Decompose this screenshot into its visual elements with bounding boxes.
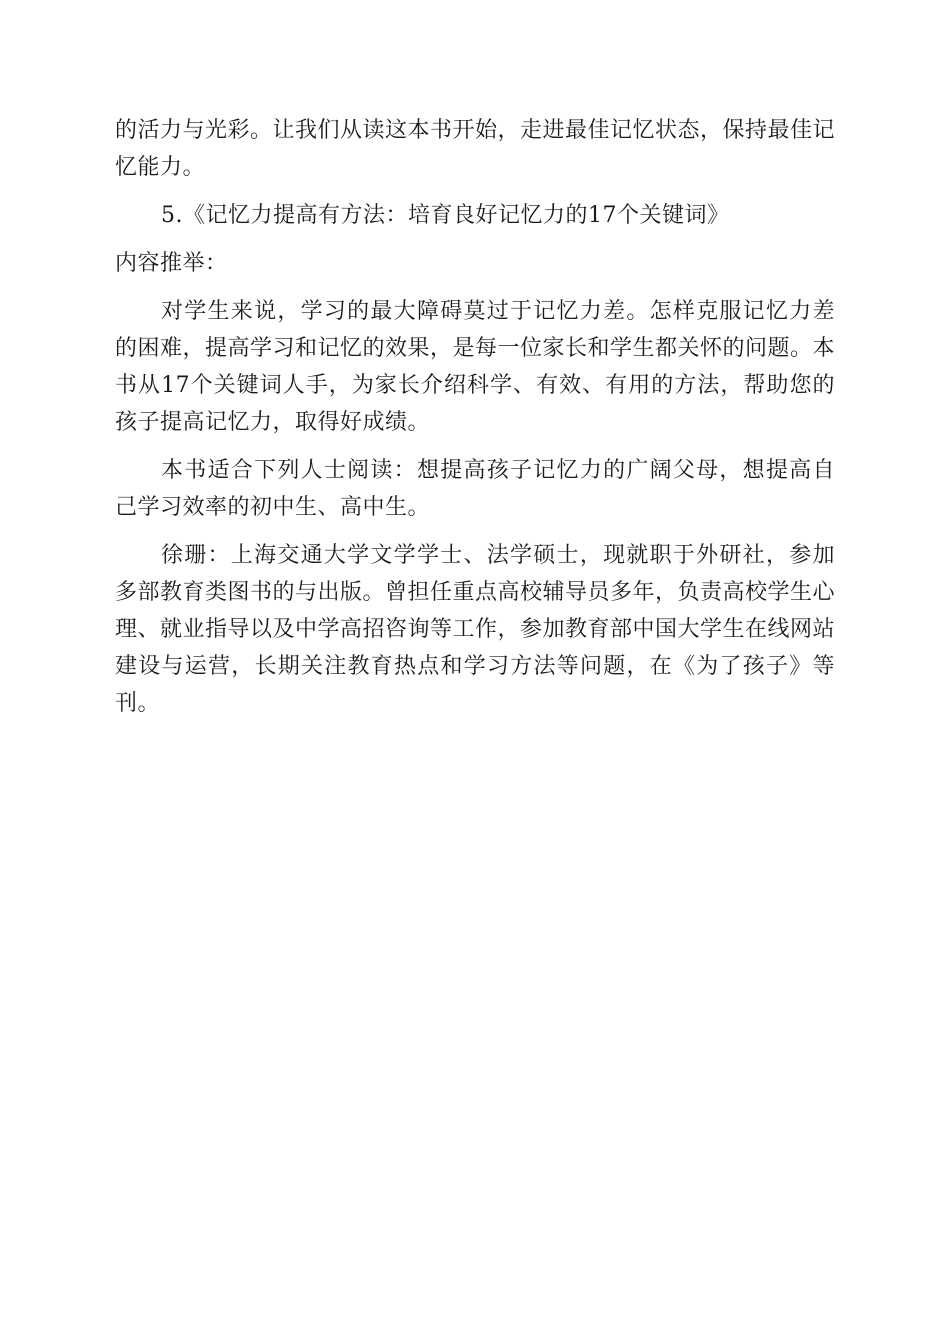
- paragraph-intro: 对学生来说，学习的最大障碍莫过于记忆力差。怎样克服记忆力差的困难，提高学习和记忆的效果，是每一位家长和学生都关怀的问题。本书从17个关键词人手，为家长介绍科学、有效、有用的方法，帮助您的孩子提高记忆力，取得好成绩。: [115, 299, 836, 435]
- document-body: [115, 112, 835, 733]
- section-heading: 内容推举：: [115, 251, 228, 276]
- paragraph-audience: 本书适合下列人士阅读：想提高孩子记忆力的广阔父母，想提高自己学习效率的初中生、高中生。: [115, 458, 835, 520]
- book-title-line: 5.《记忆力提高有方法：培育良好记忆力的17个关键词》: [161, 203, 730, 228]
- paragraph-continuation: 的活力与光彩。让我们从读这本书开始，走进最佳记忆状态，保持最佳记忆能力。: [115, 118, 836, 180]
- paragraph-author-bio: 徐珊：上海交通大学文学学士、法学硕士，现就职于外研社，参加多部教育类图书的与出版。曾担任重点高校辅导员多年，负责高校学生心理、就业指导以及中学高招咨询等工作，参加教育部中国大学生在线网站建设与运营，长期关注教育热点和学习方法等问题，在《为了孩子》等刊。: [115, 543, 836, 716]
